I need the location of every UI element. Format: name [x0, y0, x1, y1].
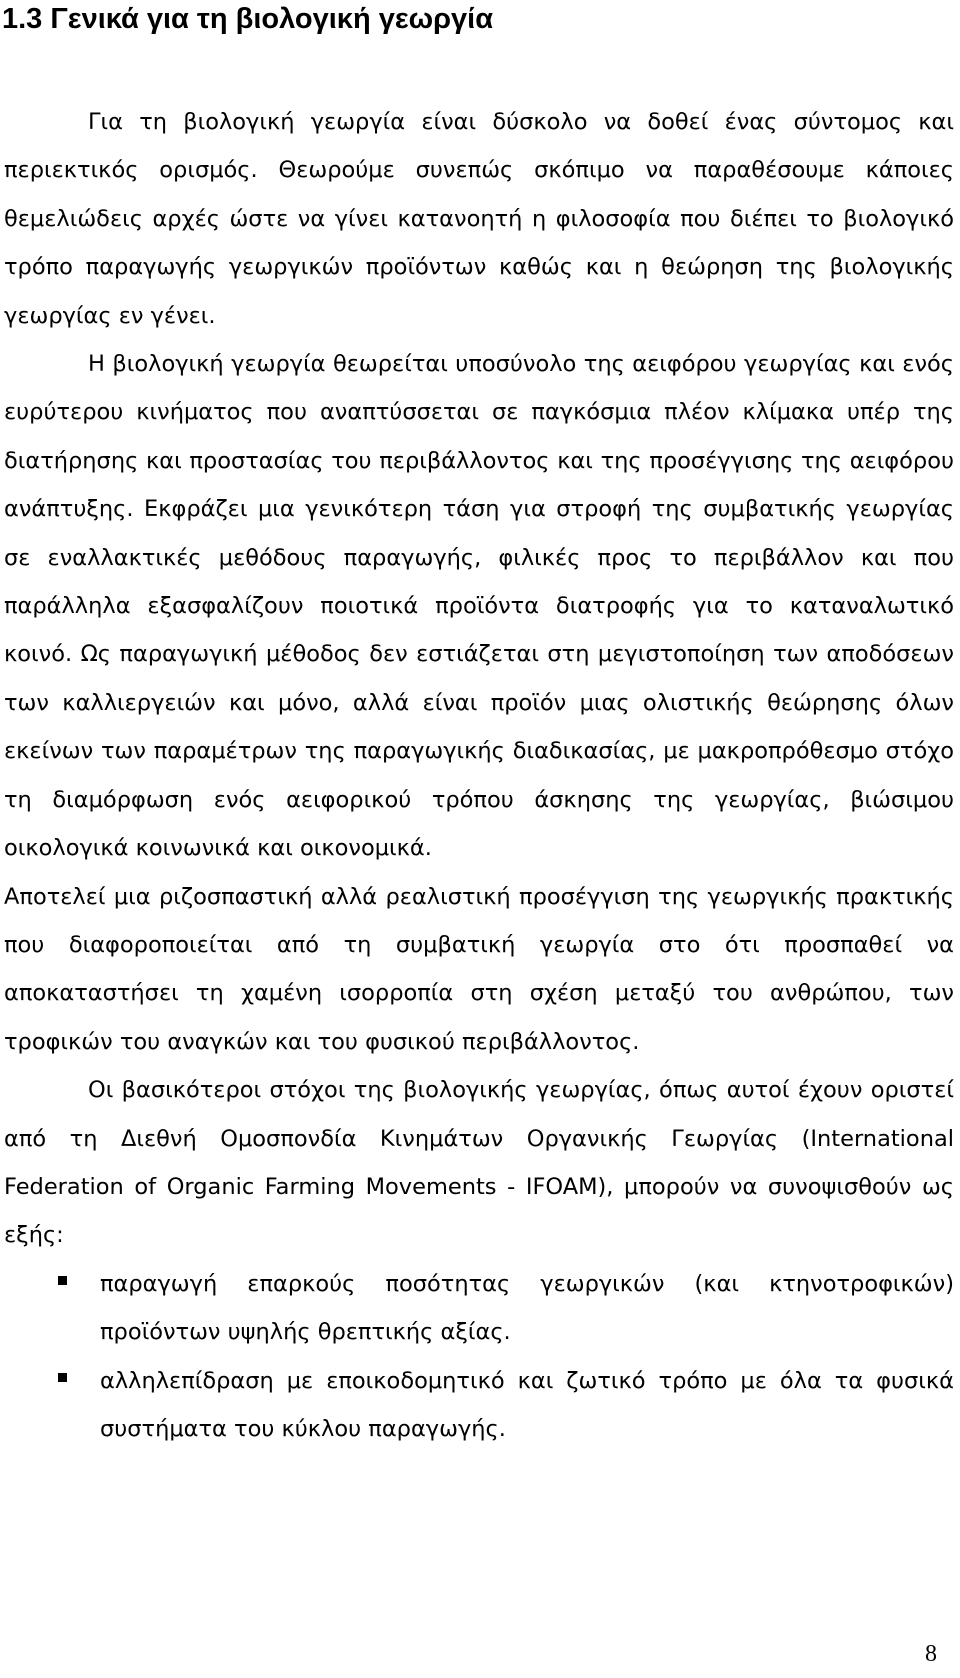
page-number: 8	[925, 1641, 937, 1667]
list-item	[4, 1260, 954, 1357]
goals-list	[4, 1260, 954, 1454]
list-item	[4, 1357, 954, 1454]
paragraph-goals-intro: Οι βασικότεροι στόχοι της βιολογικής γεωργίας, όπως αυτοί έχουν οριστεί από τη Διεθνή Ομοσπονδία Κινημάτων Οργανικής Γεωργίας (International Federation of Organic Farming Movements - IFOAM), μπορούν να συνοψισθούν ως εξής:	[4, 1077, 954, 1249]
paragraph-approach: Αποτελεί μια ριζοσπαστική αλλά ρεαλιστική προσέγγιση της γεωργικής πρακτικής που διαφοροποιείται από τη συμβατική γεωργία στο ότι προσπαθεί να αποκαταστήσει τη χαμένη ισορροπία στη σχέση μεταξύ του ανθρώπου, των τροφικών του αναγκών και του φυσικού περιβάλλοντος.	[4, 883, 954, 1055]
square-bullet-icon	[58, 1373, 67, 1382]
square-bullet-icon	[58, 1276, 67, 1285]
list-item-text: αλληλεπίδραση με εποικοδομητικό και ζωτικό τρόπο με όλα τα φυσικά συστήματα του κύκλου παραγωγής.	[100, 1367, 954, 1442]
section-heading: 1.3 Γενικά για τη βιολογική γεωργία	[2, 3, 494, 35]
paragraph-intro: Για τη βιολογική γεωργία είναι δύσκολο να δοθεί ένας σύντομος και περιεκτικός ορισμός. Θεωρούμε συνεπώς σκόπιμο να παραθέσουμε κάποιες θεμελιώδεις αρχές ώστε να γίνει κατανοητή η φιλοσοφία που διέπει το βιολογικό τρόπο παραγωγής γεωργικών προϊόντων καθώς και η θεώρηση της βιολογικής γεωργίας εν γένει.	[4, 109, 954, 329]
list-item-text: παραγωγή επαρκούς ποσότητας γεωργικών (και κτηνοτροφικών) προϊόντων υψηλής θρεπτικής αξίας.	[100, 1270, 954, 1346]
paragraph-definition: Η βιολογική γεωργία θεωρείται υποσύνολο της αειφόρου γεωργίας και ενός ευρύτερου κινήματος που αναπτύσσεται σε παγκόσμια πλέον κλίμακα υπέρ της διατήρησης και προστασίας του περιβάλλοντος και της προσέγγισης της αειφόρου ανάπτυξης. Εκφράζει μια γενικότερη τάση για στροφή της συμβατικής γεωργίας σε εναλλακτικές μεθόδους παραγωγής, φιλικές προς το περιβάλλον και που παράλληλα εξασφαλίζουν ποιοτικά προϊόντα διατροφής για το καταναλωτικό κοινό. Ως παραγωγική μέθοδος δεν εστιάζεται στη μεγιστοποίηση των αποδόσεων των καλλιεργειών και μόνο, αλλά είναι προϊόν μιας ολιστικής θεώρησης όλων εκείνων των παραμέτρων της παραγωγικής διαδικασίας, με μακροπρόθεσμο στόχο τη διαμόρφωση ενός αειφορικού τρόπου άσκησης της γεωργίας, βιώσιμου οικολογικά κοινωνικά και οικονομικά.	[4, 351, 954, 862]
section-body	[4, 98, 954, 1453]
